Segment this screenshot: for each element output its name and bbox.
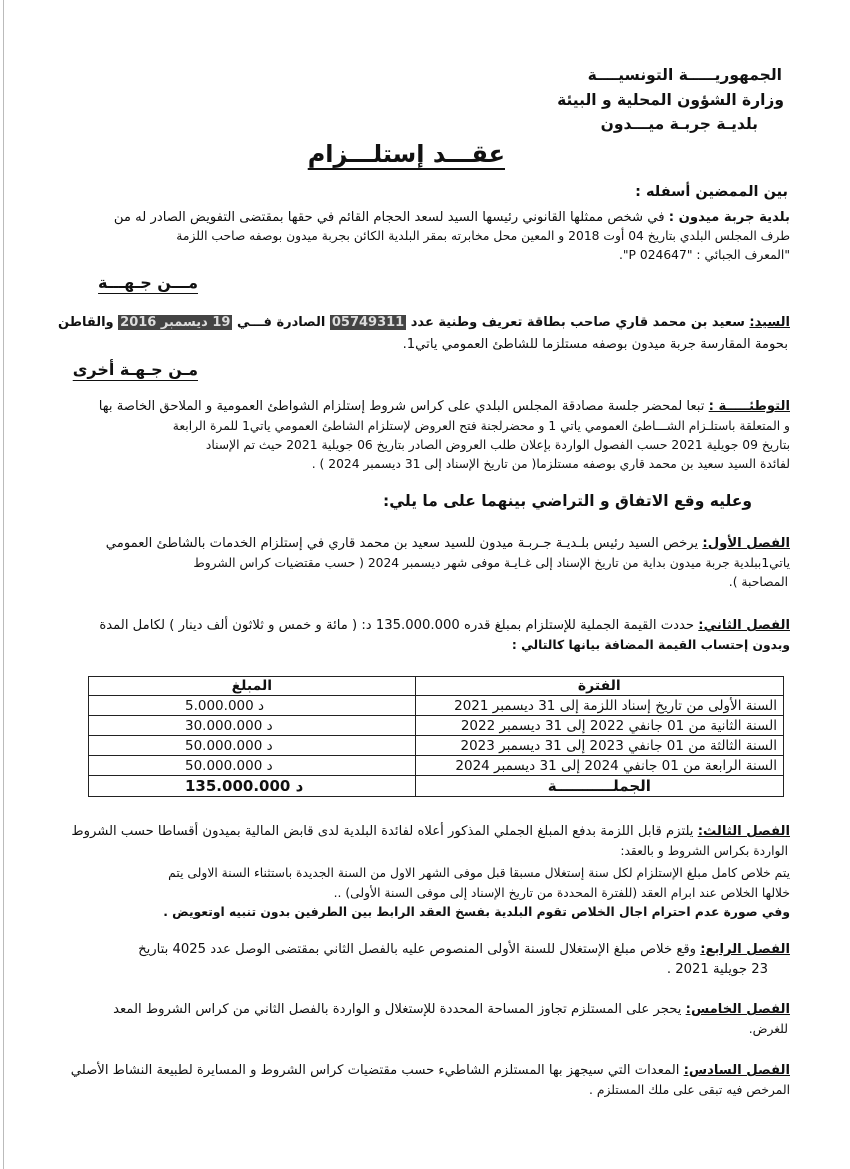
table-total-row — [89, 776, 784, 797]
article6-line1: الفصل السادس: المعدات التي سيجهز بها المستلزم الشاطيء حسب مقتضيات كراس الشروط و المسايرة لطبيعة النشاط الأصلي — [70, 1063, 790, 1078]
period-cell: السنة الثانية من 01 جانفي 2022 إلى 31 ديسمبر 2022 — [415, 716, 783, 736]
article2-line1: الفصل الثاني: حددت القيمة الجملية للإستلزام بمبلغ قدره 135.000.000 د: ( مائة و خمس و ثلاثون ألف دينار ) لكامل المدة — [99, 618, 790, 633]
preamble-line2: و المتعلقة باستلـزام الشـــاطئ العمومي ياتي 1 و محضرلجنة فتح العروض لإستلزام الشاطئ العمومي ياتي1 للمرة الرابعة — [172, 419, 790, 433]
id-number: 05749311 — [331, 315, 405, 330]
article4-line1: الفصل الرابع: وقع خلاص مبلغ الإستغلال للسنة الأولى المنصوص عليه بالفصل الثاني بمقتضى الوصل عدد 4025 بتاريخ — [138, 942, 790, 957]
header-amount: المبلغ — [89, 677, 416, 696]
amount-cell: 50.000.000 د — [89, 756, 416, 776]
issue-date: 19 ديسمبر 2016 — [120, 315, 231, 330]
party1-line1: بلدية جربة ميدون : في شخص ممثلها القانوني رئيسها السيد لسعد الحجام القائم في حقها بمقتضى التفويض الصادر له من — [113, 210, 790, 225]
side-label-first: مـــن جـهـــة — [98, 273, 198, 292]
preamble-line4: لفائدة السيد سعيد بن محمد قاري بوصفه مستلزما( من تاريخ الإسناد إلى 31 ديسمبر 2024 ) . — [311, 457, 790, 471]
article1-line1: الفصل الأول: يرخص السيد رئيس بلـديـة جـربـة ميدون للسيد سعيد بن محمد قاري في إستلزام الخدمات بالشاطئ العمومي — [105, 536, 790, 551]
article3-line4: خلالها الخلاص عند ابرام العقد (للفترة المحددة من تاريخ الإسناد إلى موفى السنة الأولى) .. — [333, 886, 790, 900]
intro-text: بين الممضين أسفله : — [635, 184, 788, 200]
preamble-label: التوطئـــــة : — [708, 399, 790, 414]
article1-line2: ياتي1ببلدية جربة ميدون بداية من تاريخ الإسناد إلى غـايـة موفى شهر ديسمبر 2024 ( حسب مقتضيات كراس الشروط — [193, 556, 790, 570]
article2-label: الفصل الثاني: — [698, 618, 790, 633]
party1-line2: طرف المجلس البلدي بتاريخ 04 أوت 2018 و المعين محل مخابرته بمقر البلدية الكائن بجربة ميدون بوصفه صاحب اللزمة — [176, 229, 790, 243]
total-label-cell: الجملـــــــــــة — [415, 776, 783, 797]
article3-label: الفصل الثالث: — [697, 824, 790, 839]
party1-line3: "المعرف الجبائي : "024647 P". — [618, 248, 790, 262]
party2-line1: السيد: سعيد بن محمد قاري صاحب بطاقة تعريف وطنية عدد 05749311 الصادرة فـــي 19 ديسمبر 2016 والقاطن — [58, 315, 790, 330]
article4-line2: 23 جويلية 2021 . — [666, 962, 768, 977]
amount-cell: 5.000.000 د — [89, 696, 416, 716]
period-cell: السنة الثالثة من 01 جانفي 2023 إلى 31 ديسمبر 2023 — [415, 736, 783, 756]
party2-line2: بحومة المقارسة جربة ميدون بوصفه مستلزما للشاطئ العمومي ياتي1. — [402, 337, 788, 352]
header-period: الفترة — [415, 677, 783, 696]
period-cell: السنة الأولى من تاريخ إسناد اللزمة إلى 31 ديسمبر 2021 — [415, 696, 783, 716]
article6-line2: المرخص فيه تبقى على ملك المستلزم . — [589, 1083, 790, 1097]
article4-label: الفصل الرابع: — [700, 942, 790, 957]
article2-line2: وبدون إحتساب القيمة المضافة بيانها كالتالي : — [511, 638, 790, 652]
payment-table — [88, 676, 784, 797]
article3-line5: وفي صورة عدم احترام اجال الخلاص تقوم البلدية بفسخ العقد الرابط بين الطرفين بدون تنبيه اوتعويض . — [163, 905, 790, 919]
article1-label: الفصل الأول: — [702, 536, 790, 551]
agreement-line: وعليه وقع الاتفاق و التراضي بينهما على ما يلي: — [383, 492, 752, 510]
table-row — [89, 716, 784, 736]
table-row — [89, 696, 784, 716]
article3-line3: يتم خلاص كامل مبلغ الإستلزام لكل سنة إستغلال مسبقا قبل موفى الشهر الاول من السنة الجديدة باستثناء السنة الاولى يتم — [168, 866, 790, 880]
table-row — [89, 756, 784, 776]
party2-label: السيد: — [749, 315, 790, 330]
table-row — [89, 736, 784, 756]
table-header-row — [89, 677, 784, 696]
article1-line3: المصاحبة ). — [728, 575, 788, 589]
party1-label: بلدية جربة ميدون : — [668, 210, 790, 225]
contract-title: عقـــد إستلـــزام — [307, 140, 505, 168]
scan-edge — [3, 0, 4, 1169]
header-republic: الجمهوريـــــة التونسيــــة — [587, 66, 782, 84]
article3-line2: الواردة بكراس الشروط و بالعقد: — [620, 844, 788, 858]
amount-cell: 50.000.000 د — [89, 736, 416, 756]
article6-label: الفصل السادس: — [683, 1063, 790, 1078]
article5-line2: للغرض. — [748, 1022, 788, 1036]
header-ministry: وزارة الشؤون المحلية و البيئة — [557, 91, 784, 109]
article3-line1: الفصل الثالث: يلتزم قابل اللزمة بدفع المبلغ الجملي المذكور أعلاه لفائدة البلدية لدى قابض المالية بميدون أقساطا حسب الشروط — [71, 824, 790, 839]
preamble-line1: التوطئـــــة : تبعا لمحضر جلسة مصادقة المجلس البلدي على كراس شروط إستلزام الشواطئ العمومية و الملاحق الخاصة بها — [98, 399, 790, 414]
side-label-other: مـن جـهـة أخرى — [72, 360, 198, 379]
header-municipality: بلديـة جربـة ميـــدون — [600, 115, 758, 133]
period-cell: السنة الرابعة من 01 جانفي 2024 إلى 31 ديسمبر 2024 — [415, 756, 783, 776]
total-amount-cell: 135.000.000 د — [89, 776, 416, 797]
amount-cell: 30.000.000 د — [89, 716, 416, 736]
article5-line1: الفصل الخامس: يحجر على المستلزم تجاوز المساحة المحددة للإستغلال و الواردة بالفصل الثاني من كراس الشروط المعد — [113, 1002, 790, 1017]
article5-label: الفصل الخامس: — [685, 1002, 790, 1017]
preamble-line3: بتاريخ 09 جويلية 2021 حسب الفصول الواردة بإعلان طلب العروض الصادر بتاريخ 06 جويلية 2021 حيث تم الإسناد — [205, 438, 790, 452]
